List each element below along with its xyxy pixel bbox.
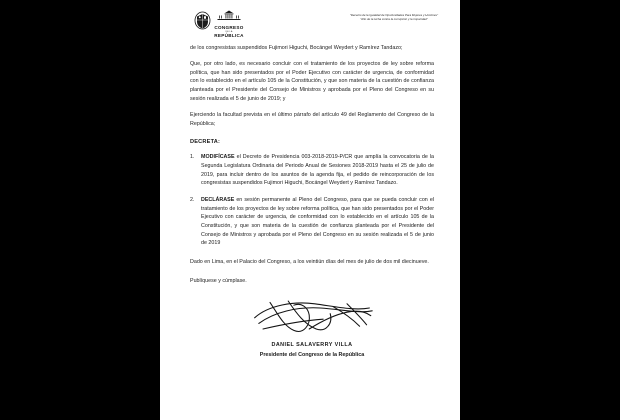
header-slogans — [350, 13, 438, 21]
closing-place-date: Dado en Lima, en el Palacio del Congreso, a los veintiún días del mes de julio de dos mil diecinueve. — [190, 258, 429, 265]
publish-order: Publíquese y cúmplase. — [190, 278, 247, 285]
congress-name-connector: DE LA — [225, 31, 233, 34]
decree-item-content: en sesión permanente al Pleno del Congreso, para que se pueda concluir con el tratamiento de los proyectos de ley sobre reforma política, que han sido presentados por el Poder Ejecutivo con carácter de urgencia, de conformidad con lo establecido en el artículo 105 de la Constitución, y que son materia de la cuestión de confianza planteada por el Presidente del Consejo de Ministros y aprobada por el Pleno del Congreso en su sesión realizada el 5 de junio de 2019 — [201, 196, 434, 247]
paragraph-continuation: de los congresistas suspendidos Fujimori Higuchi, Bocángel Weydert y Ramírez Tandazo; — [190, 45, 403, 51]
decree-item-number: 2. — [190, 196, 195, 203]
decree-item-keyword: MODIFÍCASE — [201, 154, 235, 161]
decree-item-keyword: DECLÁRASE — [201, 196, 235, 203]
decreta-heading: DECRETA: — [190, 139, 221, 146]
signature-block — [190, 294, 434, 358]
congress-name-line2: REPÚBLICA — [214, 32, 244, 38]
slogan-line-1: "Decenio de la Igualdad de Oportunidades Para Mujeres y Hombres" — [349, 13, 438, 17]
decree-item — [190, 196, 434, 248]
document-body — [176, 44, 444, 358]
congress-letterhead — [194, 9, 244, 38]
document-header — [176, 0, 444, 42]
peru-coat-of-arms-icon — [194, 11, 211, 36]
decree-item-text — [201, 153, 434, 188]
signer-title: Presidente del Congreso de la República — [259, 351, 365, 358]
congress-name-line1: CONGRESO — [214, 25, 244, 30]
decree-item — [190, 153, 434, 188]
paragraph-facultad: Ejerciendo la facultad prevista en el último párrafo del artículo 49 del Reglamento del Congreso de la República; — [190, 111, 434, 127]
decree-item-text — [201, 196, 434, 248]
decree-item-number: 1. — [190, 154, 195, 161]
congress-building-icon — [214, 9, 244, 25]
paragraph-considerando-2: Que, por otro lado, es necesario concluir con el tratamiento de los proyectos de ley sobre reforma política, que han sido presentados por el Poder Ejecutivo con carácter de urgencia, de conformidad con lo establecido en el artículo 105 de la Constitución, y que son materia de la cuestión de confianza planteada por el Presidente del Consejo de Ministros y aprobada por el Pleno del Congreso en su sesión realizada el 5 de junio de 2019; y — [190, 61, 434, 102]
document-page — [160, 0, 460, 420]
decree-item-content: el Decreto de Presidencia 003-2018-2019-P/CR que amplía la convocatoria de la Segunda Legislatura Ordinaria del Periodo Anual de Sesiones 2018-2019 hasta el 25 de julio de 2019, para incluir dentro de los asuntos de la agenda fija, el pedido de reincorporación de los congresistas suspendidos Fujimori Higuchi, Bocángel Weydert y Ramírez Tandazo. — [201, 154, 434, 187]
slogan-line-2: "Año de la lucha contra la corrupción y la impunidad" — [360, 17, 428, 22]
congress-wordmark — [214, 9, 244, 38]
signer-name: DANIEL SALAVERRY VILLA — [271, 341, 353, 348]
handwritten-signature-icon — [242, 323, 382, 340]
